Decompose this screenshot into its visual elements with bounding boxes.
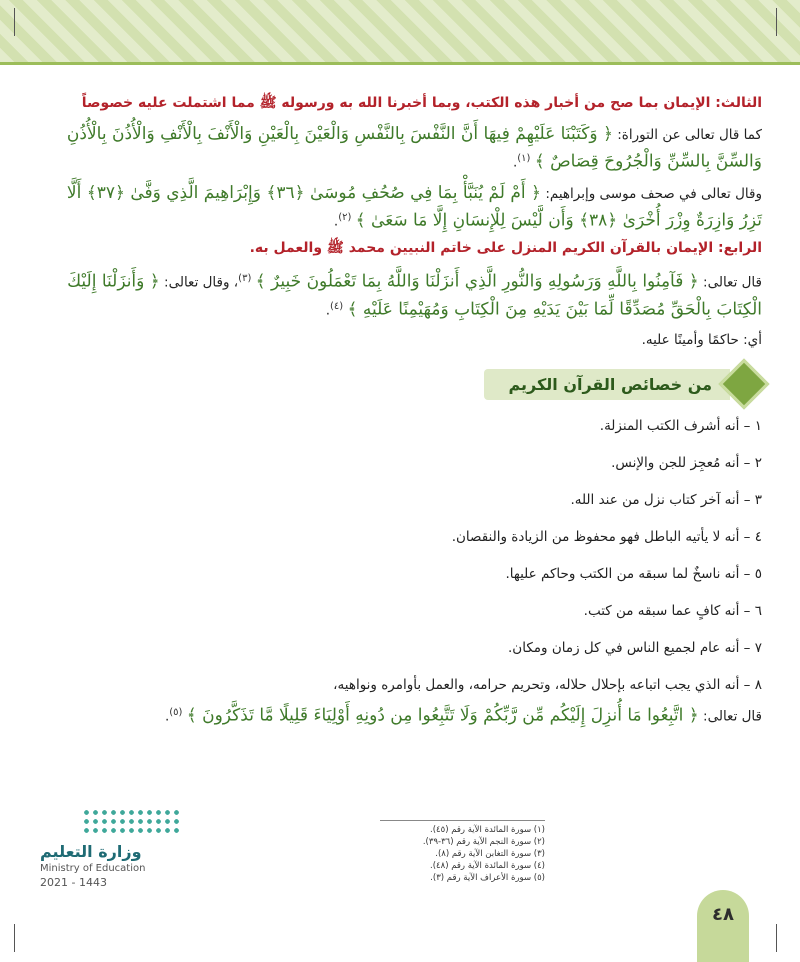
quran-verse-1: ﴿ فَآمِنُوا بِاللَّهِ وَرَسُولِهِ وَالنُّورِ الَّذِي أَنزَلْنَا وَاللَّهُ بِمَا تَعْمَلُونَ خَبِيرٌ ﴾	[255, 271, 699, 292]
page-number: ٤٨	[712, 904, 734, 925]
page-number-tab	[697, 890, 749, 962]
list-item: ٤ – أنه لا يأتيه الباطل فهو محفوظ من الزيادة والنقصان.	[451, 529, 762, 545]
list-item: ٢ – أنه مُعجِز للجن والإنس.	[611, 455, 762, 471]
header-divider	[0, 62, 800, 65]
footnote: (١) سورة المائدة الآية رقم (٤٥).	[430, 825, 545, 835]
torah-intro: كما قال تعالى عن التوراة:	[617, 127, 762, 143]
footnote-ref: (٤)	[330, 300, 344, 312]
torah-verse: ﴿ وَكَتَبْنَا عَلَيْهِمْ فِيهَا أَنَّ النَّفْسَ بِالنَّفْسِ وَالْعَيْنَ بِالْعَيْنِ وَالْأَنْفَ بِالْأَنْفِ وَالْأُذُنَ بِالْأُذُنِ وَالسِّنَّ بِالسِّنِّ وَالْجُرُوحَ قِصَاصٌ ﴾	[66, 124, 762, 172]
ministry-logo	[40, 808, 190, 889]
section-title-label: من خصائص القرآن الكريم	[484, 369, 730, 400]
crop-mark	[776, 8, 777, 36]
footnote: (٢) سورة النجم الآية رقم (٣٦-٣٩).	[422, 837, 545, 847]
last-verse: ﴿ اتَّبِعُوا مَا أُنزِلَ إِلَيْكُم مِّن رَّبِّكُمْ وَلَا تَتَّبِعُوا مِن دُونِهِ أَوْلِيَاءَ قَلِيلًا مَّا تَذَكَّرُونَ ﴾	[186, 705, 699, 726]
crop-mark	[14, 924, 15, 952]
header-pattern-band	[0, 0, 800, 62]
quran-verse-2: ﴿ وَأَنزَلْنَا إِلَيْكَ الْكِتَابَ بِالْحَقِّ مُصَدِّقًا لِّمَا بَيْنَ يَدَيْهِ مِنَ الْكِتَابِ وَمُهَيْمِنًا عَلَيْهِ ﴾	[67, 271, 762, 319]
section-title	[40, 366, 762, 402]
last-intro: قال تعالى:	[703, 708, 762, 725]
gloss-text: أي: حاكمًا وأمينًا عليه.	[641, 332, 762, 348]
footnote-ref: (٣)	[238, 273, 252, 284]
logo-dots-icon	[82, 808, 182, 836]
quran-intro: قال تعالى:	[703, 274, 762, 291]
suhuf-paragraph: وقال تعالى في صحف موسى وإبراهيم: ﴿ أَمْ لَمْ يُنَبَّأْ بِمَا فِي صُحُفِ مُوسَىٰ ﴿٣٦﴾ وَإِبْرَاهِيمَ الَّذِي وَفَّىٰ ﴿٣٧﴾ أَلَّا تَزِرُ وَازِرَةٌ وِزْرَ أُخْرَىٰ ﴿٣٨﴾ وَأَن لَّيْسَ لِلْإِنسَانِ إِلَّا مَا سَعَىٰ ﴾ $^{(٢)}$.	[66, 182, 762, 230]
footnote: (٤) سورة المائدة الآية رقم (٤٨).	[430, 861, 545, 871]
logo-arabic: وزارة التعليم	[40, 842, 142, 861]
quran-mid-text: ، وقال تعالى:	[164, 274, 239, 291]
torah-paragraph: كما قال تعالى عن التوراة: ﴿ وَكَتَبْنَا عَلَيْهِمْ فِيهَا أَنَّ النَّفْسَ بِالنَّفْسِ وَالْعَيْنَ بِالْعَيْنِ وَالْأَنْفَ بِالْأَنْفِ وَالْأُذُنَ بِالْأُذُنِ وَالسِّنَّ بِالسِّنِّ وَالْجُرُوحَ قِصَاصٌ ﴾ $^{(١)}$.	[66, 124, 762, 172]
suhuf-intro: وقال تعالى في صحف موسى وإبراهيم:	[545, 185, 762, 202]
list-item: ٨ – أنه الذي يجب اتباعه بإحلال حلاله، وتحريم حرامه، والعمل بأوامره ونواهيه،	[333, 677, 762, 693]
list-item: ٥ – أنه ناسخٌ لما سبقه من الكتب وحاكم عليها.	[505, 566, 762, 582]
octagon-badge-icon	[719, 359, 770, 410]
list-item: ٧ – أنه عام لجميع الناس في كل زمان ومكان.	[508, 640, 762, 656]
list-item: ٦ – أنه كافٍ عما سبقه من كتب.	[583, 603, 762, 619]
suhuf-verse: ﴿ أَمْ لَمْ يُنَبَّأْ بِمَا فِي صُحُفِ مُوسَىٰ ﴿٣٦﴾ وَإِبْرَاهِيمَ الَّذِي وَفَّىٰ ﴿٣٧﴾ أَلَّا تَزِرُ وَازِرَةٌ وِزْرَ أُخْرَىٰ ﴿٣٨﴾ وَأَن لَّيْسَ لِلْإِنسَانِ إِلَّا مَا سَعَىٰ ﴾	[66, 182, 762, 230]
heading-third: الثالث: الإيمان بما صح من أخبار هذه الكتب، وبما أخبرنا الله به ورسوله ﷺ مما اشتملت عليه خصوصاً	[81, 95, 762, 111]
page-content	[40, 88, 762, 735]
heading-fourth: الرابع: الإيمان بالقرآن الكريم المنزل على خاتم النبيين محمد ﷺ والعمل به.	[249, 240, 762, 256]
crop-mark	[776, 924, 777, 952]
footnote-ref: (١)	[517, 153, 531, 164]
footnotes	[380, 820, 545, 884]
quran-paragraph: قال تعالى: ﴿ فَآمِنُوا بِاللَّهِ وَرَسُولِهِ وَالنُّورِ الَّذِي أَنزَلْنَا وَاللَّهُ بِمَا تَعْمَلُونَ خَبِيرٌ ﴾ $^{(٣)}$، وقال تعالى: ﴿ وَأَنزَلْنَا إِلَيْكَ الْكِتَابَ بِالْحَقِّ مُصَدِّقًا لِّمَا بَيْنَ يَدَيْهِ مِنَ الْكِتَابِ وَمُهَيْمِنًا عَلَيْهِ ﴾ $^{(٤)}$.	[67, 271, 762, 319]
list-item: ٣ – أنه آخر كتاب نزل من عند الله.	[570, 492, 762, 508]
characteristics-list	[40, 416, 762, 695]
last-verse-paragraph: قال تعالى: ﴿ اتَّبِعُوا مَا أُنزِلَ إِلَيْكُم مِّن رَّبِّكُمْ وَلَا تَتَّبِعُوا مِن دُونِهِ أَوْلِيَاءَ قَلِيلًا مَّا تَذَكَّرُونَ ﴾ $^{(٥)}$.	[164, 705, 762, 726]
crop-mark	[14, 8, 15, 36]
footnote: (٥) سورة الأعراف الآية رقم (٣).	[430, 873, 545, 883]
list-item: ١ – أنه أشرف الكتب المنزلة.	[599, 418, 762, 434]
logo-year: 2021 - 1443	[40, 876, 107, 889]
logo-english: Ministry of Education	[40, 863, 146, 874]
footnote-ref: (٢)	[338, 211, 352, 223]
footnote-ref: (٥)	[169, 707, 183, 718]
footnote: (٣) سورة التغابن الآية رقم (٨).	[435, 849, 545, 859]
